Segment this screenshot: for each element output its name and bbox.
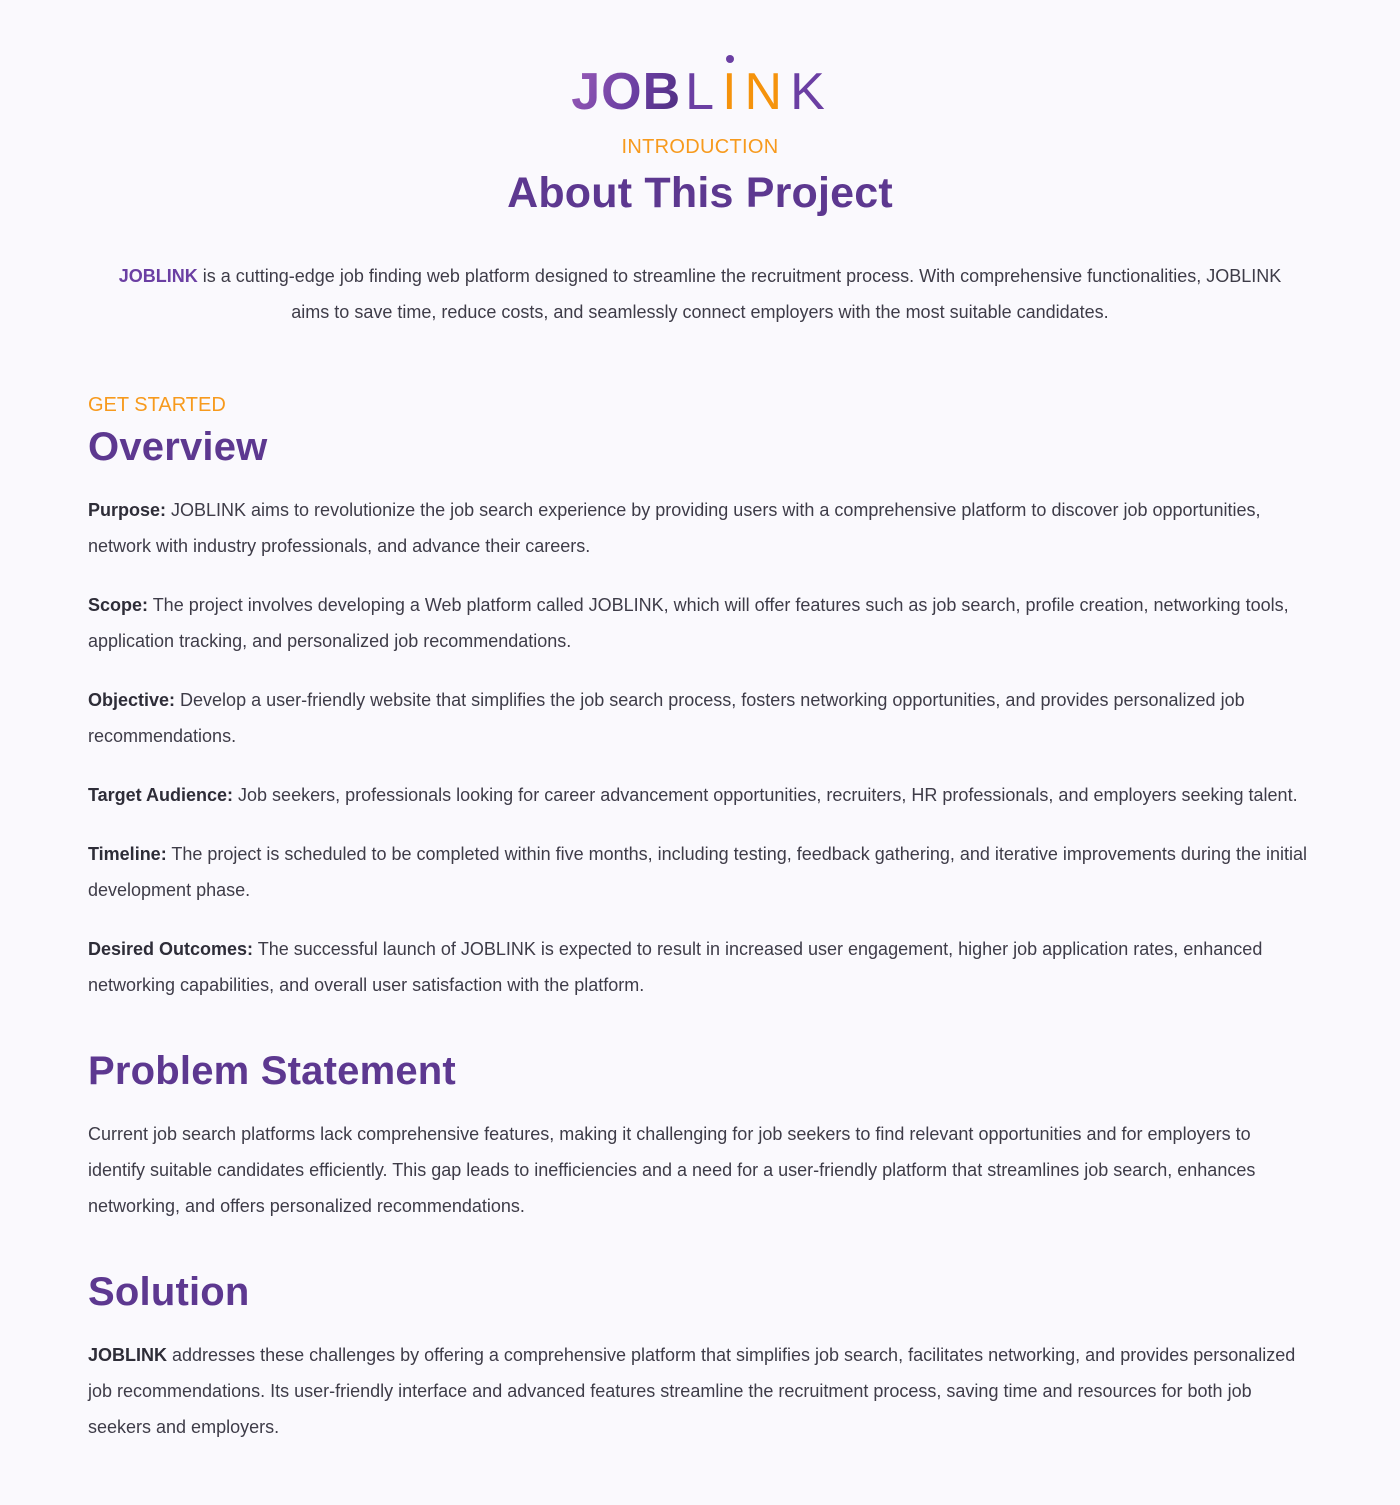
paragraph-label: Target Audience: <box>88 785 234 805</box>
get-started-kicker: GET STARTED <box>88 394 226 416</box>
logo-k-letter: K <box>790 63 829 121</box>
intro-text: is a cutting-edge job finding web platform designed to streamline the recruitment process. With comprehensive functionalities, JOBLINK aims to save time, reduce costs, and seamlessly connect employers with the most suitable candidates. <box>197 266 1282 322</box>
intro-lead: JOBLINK <box>118 266 198 286</box>
page-header <box>88 63 1312 330</box>
problem-statement-paragraph: Current job search platforms lack comprehensive features, making it challenging for job seekers to find relevant opportunities and for employers to identify suitable candidates efficiently. This gap leads to inefficiencies and a need for a user-friendly platform that streamlines job search, enhances networking, and offers personalized recommendations. <box>88 1124 1256 1216</box>
solution-paragraph <box>88 1337 1312 1445</box>
paragraph-text: Develop a user-friendly website that simplifies the job search process, fosters networking opportunities, and provides personalized job recommendations. <box>88 690 1245 746</box>
logo-l-letter: L <box>685 63 719 121</box>
page-title: About This Project <box>507 169 893 217</box>
intro-kicker: INTRODUCTION <box>621 136 779 158</box>
paragraph-label: Objective: <box>88 690 176 710</box>
paragraph-text: The successful launch of JOBLINK is expected to result in increased user engagement, higher job application rates, enhanced networking capabilities, and overall user satisfaction with the platform. <box>88 939 1263 995</box>
overview-paragraph <box>88 777 1312 813</box>
paragraph-text: JOBLINK aims to revolutionize the job search experience by providing users with a comprehensive platform to discover job opportunities, network with industry professionals, and advance their careers. <box>88 500 1261 556</box>
overview-paragraph <box>88 492 1312 564</box>
solution-heading: Solution <box>88 1270 250 1314</box>
solution-lead: JOBLINK <box>88 1345 168 1365</box>
problem-statement-heading: Problem Statement <box>88 1049 456 1093</box>
paragraph-text: Job seekers, professionals looking for career advancement opportunities, recruiters, HR professionals, and employers seeking talent. <box>233 785 1298 805</box>
paragraph-label: Timeline: <box>88 844 167 864</box>
paragraph-label: Desired Outcomes: <box>88 939 254 959</box>
logo-i-dot <box>726 55 734 63</box>
paragraph-text: The project is scheduled to be completed within five months, including testing, feedback gathering, and iterative improvements during the initial development phase. <box>88 844 1308 900</box>
paragraph-text: The project involves developing a Web platform called JOBLINK, which will offer features such as job search, profile creation, networking tools, application tracking, and personalized job recommendations. <box>88 595 1289 651</box>
logo-i-stem: I <box>722 63 741 121</box>
overview-paragraph <box>88 682 1312 754</box>
logo-job-text: JOB <box>571 63 682 121</box>
overview-paragraph <box>88 836 1312 908</box>
overview-paragraph <box>88 931 1312 1003</box>
paragraph-label: Scope: <box>88 595 149 615</box>
joblink-logo[interactable] <box>571 63 829 121</box>
logo-n-letter: N <box>744 63 787 121</box>
logo-i-letter <box>722 63 741 121</box>
paragraph-label: Purpose: <box>88 500 167 520</box>
solution-text: addresses these challenges by offering a comprehensive platform that simplifies job search, facilitates networking, and provides personalized job recommendations. Its user-friendly interface and advanced features streamline the recruitment process, saving time and resources for both job seekers and employers. <box>88 1345 1296 1437</box>
page-main <box>88 394 1312 1445</box>
overview-paragraph <box>88 587 1312 659</box>
overview-heading: Overview <box>88 425 268 469</box>
intro-paragraph <box>105 258 1295 330</box>
